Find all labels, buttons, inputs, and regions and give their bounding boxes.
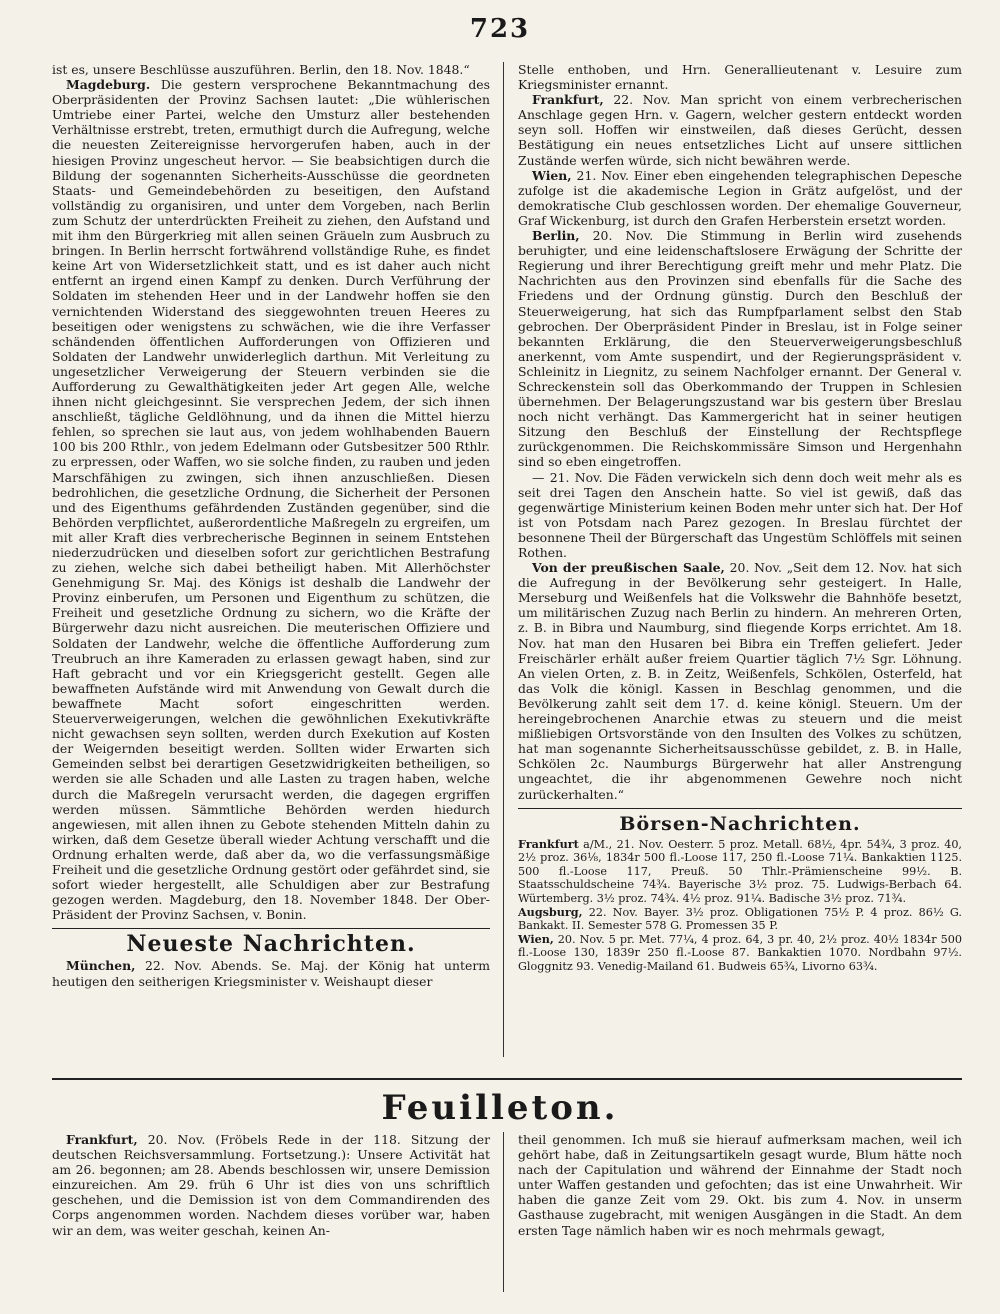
- article-berlin-21: — 21. Nov. Die Fäden verwickeln sich denn doch weit mehr als es seit drei Tagen den Anschein hatte. So viel ist gewiß, daß das gegenwärtige Ministerium keinen Boden mehr unter sich hat. Der Hof ist von Potsdam nach Parez gezogen. In Breslau fürchtet der besonnene Theil der Bürgerschaft das Ungestüm Schlöffels mit seinen Rothen.: [518, 469, 962, 560]
- dateline-city: Berlin,: [532, 228, 580, 244]
- stock-text: 22. Nov. Bayer. 3½ proz. Obligationen 75½ P. 4 proz. 86½ G. Bankakt. II. Semester 578 G. Promessen 35 P.: [518, 905, 962, 933]
- stock-text: a/M., 21. Nov. Oesterr. 5 proz. Metall. 68½, 4pr. 54¾, 3 proz. 40, 2½ proz. 36⅛, 1834r 500 fl.-Loose 117, 250 fl.-Loose 71¼. Bankaktien 1125. 500 fl.-Loose 117, Preuß. 50 Thlr.-Prämienscheine 99½. B. Staatsschuldscheine 74¾. Bayerische 3½ proz. 75. Ludwigs-Berbach 64. Würtemberg. 3½ proz. 74¾. 4½ proz. 91¼. Badische 3½ proz. 71¾.: [518, 837, 962, 906]
- dateline-city: Wien,: [532, 167, 572, 183]
- divider: [52, 928, 490, 929]
- article-magdeburg: [52, 77, 490, 922]
- page-number: 723: [469, 14, 531, 44]
- dateline-city: Augsburg,: [518, 904, 583, 919]
- article-text: 20. Nov. Die Stimmung in Berlin wird zusehends beruhigter, und eine leidenschaftslosere Erwägung der Schritte der Regierung und ihrer Berechtigung greift mehr und mehr Platz. Die Nachrichten aus den Provinzen sind ebenfalls für die Sache des Friedens und der Ordnung günstig. Durch den Beschluß der Steuerweigerung, hat sich das Rumpfparlament selbst den Stab gebrochen. Der Oberpräsident Pinder in Breslau, ist in Folge seiner bekannten Erklärung, die den Steuerverweigerungsbeschluß anerkennt, vom Amte suspendirt, und der Regierungspräsident v. Schleinitz in Liegnitz, zu seinem Nachfolger ernannt. Der General v. Schreckenstein soll das Oberkommando der Truppen in Schlesien übernehmen. Der Belagerungszustand war bis gestern über Breslau noch nicht verhängt. Das Kammergericht hat in seiner heutigen Sitzung den Beschluß der Einstellung der Rechtspflege zurückgenommen. Die Reichskommissäre Simson und Hergenhahn sind so eben eingetroffen.: [518, 228, 962, 470]
- paragraph: Stelle enthoben, und Hrn. Generallieutenant v. Lesuire zum Kriegsminister ernannt.: [518, 62, 962, 93]
- feuilleton-paragraph: [52, 1132, 490, 1238]
- dateline-city: München,: [66, 958, 136, 974]
- feuilleton-left-column: [52, 1132, 490, 1238]
- dateline-city: Frankfurt,: [66, 1132, 138, 1147]
- article-text: 21. Nov. Einer eben eingehenden telegraphischen Depesche zufolge ist die akademische Legion in Grätz aufgelöst, und der demokratische Club geschlossen worden. Der ehemalige Gouverneur, Graf Wickenburg, ist durch den Grafen Herberstein ersetzt worden.: [518, 167, 962, 228]
- article-wien: [518, 168, 962, 228]
- right-column: [518, 62, 962, 974]
- article-berlin: [518, 228, 962, 470]
- stock-reports: [518, 838, 962, 974]
- stock-text: 20. Nov. 5 pr. Met. 77¼, 4 proz. 64, 3 pr. 40, 2½ proz. 40½ 1834r 500 fl.-Loose 130, 1839r 250 fl.-Loose 87. Bankaktien 1070. Nordbahn 97½. Gloggnitz 93. Venedig-Mailand 61. Budweis 65¾, Livorno 63¾.: [518, 932, 962, 974]
- feuilleton-right-column: [518, 1132, 962, 1238]
- feuilleton-divider: [52, 1078, 962, 1080]
- section-title-neueste-nachrichten: Neueste Nachrichten.: [126, 931, 416, 958]
- stock-report-augsburg: [518, 906, 962, 933]
- left-column: [52, 62, 490, 989]
- stock-report-wien: [518, 933, 962, 974]
- stock-report-frankfurt: [518, 838, 962, 906]
- article-muenchen: [52, 958, 490, 988]
- dateline-city: Von der preußischen Saale,: [532, 560, 725, 576]
- column-divider: [503, 1132, 504, 1292]
- feuilleton-paragraph: theil genommen. Ich muß sie hierauf aufmerksam machen, weil ich gehört habe, daß in Zeitungsartikeln gesagt wurde, Blum hätte noch nach der Capitulation und während der Einnahme der Stadt noch unter Waffen gestanden und gefochten; das ist eine Unwahrheit. Wir haben die ganze Zeit vom 29. Okt. bis zum 4. Nov. in unserm Gasthause zugebracht, mit wenigen Ausgängen in die Stadt. An dem ersten Tage nämlich haben wir es noch mehrmals gewagt,: [518, 1132, 962, 1238]
- article-saale: [518, 560, 962, 802]
- dateline-city: Frankfurt,: [532, 92, 604, 108]
- feuilleton-text: 20. Nov. (Fröbels Rede in der 118. Sitzung der deutschen Reichsversammlung. Fortsetzung.): Unsere Activität hat am 26. begonnen; am 28. Abends beschlossen wir, unsere Demission einzureichen. Am 29. früh 6 Uhr ist dies von uns schriftlich geschehen, und die Demission ist von dem Commandirenden des Corps angenommen worden. Nachdem dieses vorüber war, haben wir an dem, was weiter geschah, keinen An-: [52, 1132, 490, 1238]
- article-text: 20. Nov. „Seit dem 12. Nov. hat sich die Aufregung in der Bevölkerung sehr gesteigert. In Halle, Merseburg und Weißenfels hat die Volkswehr die Bahnhöfe besetzt, um militärischen Zuzug nach Berlin zu hindern. An mehreren Orten, z. B. in Bibra und Naumburg, sind fliegende Korps errichtet. Am 18. Nov. hat man den Husaren bei Bibra ein Treffen geliefert. Jeder Freischärler erhält außer freiem Quartier täglich 7½ Sgr. Löhnung. An vielen Orten, z. B. in Zeitz, Weißenfels, Schkölen, Osterfeld, hat das Volk die königl. Kassen in Beschlag genommen, und die Bevölkerung zahlt seit dem 17. d. keine königl. Steuern. Um der hereingebrochenen Anarchie etwas zu steuern und die meist mißliebigen Ortsvorstände von den Insulten des Volkes zu schützen, hat man sogenannte Sicherheitsausschüsse gebildet, z. B. in Halle, Schkölen 2c. Naumburgs Bürgerwehr hat aller Anstrengung ungeachtet, die ihr abgenommenen Gewehre noch nicht zurückerhalten.“: [518, 560, 962, 802]
- feuilleton-title: Feuilleton.: [381, 1088, 619, 1128]
- article-text: 22. Nov. Abends. Se. Maj. der König hat unterm heutigen den seitherigen Kriegsminister v. Weishaupt dieser: [52, 958, 490, 989]
- article-text: 22. Nov. Man spricht von einem verbrecherischen Anschlage gegen Hrn. v. Gagern, welcher gestern entdeckt worden seyn soll. Hoffen wir einstweilen, daß dieses Gerücht, dessen Bestätigung ein neues entsetzliches Licht auf unsere sittlichen Zustände werfen würde, sich nicht bewähren werde.: [518, 92, 962, 168]
- dateline-city: Frankfurt: [518, 836, 579, 851]
- section-title-boersen-nachrichten: Börsen-Nachrichten.: [619, 812, 861, 835]
- article-frankfurt: [518, 92, 962, 167]
- column-divider: [503, 62, 504, 1057]
- paragraph: ist es, unsere Beschlüsse auszuführen. Berlin, den 18. Nov. 1848.“: [52, 62, 470, 77]
- article-text: Die gestern versprochene Bekanntmachung des Oberpräsidenten der Provinz Sachsen lautet: „Die wühlerischen Umtriebe einer Partei, welche den Umsturz aller bestehenden Verhältnisse erstrebt, treten, ermuthigt durch die Aufregung, welche die neuesten Zeitereignisse hervorgerufen haben, auch in der hiesigen Provinz ungescheut hervor. — Sie beabsichtigen durch die Bildung der sogenannten Sicherheits-Ausschüsse die geordneten Staats- und Gemeindebehörden zu beseitigen, den Aufstand vollständig zu organisiren, und unter dem Vorgeben, nach Berlin zum Schutz der unterdrückten Freiheit zu ziehen, den Aufstand und mit ihm den Bürgerkrieg mit allen seinen Gräueln zum Ausbruch zu bringen. In Berlin herrscht fortwährend vollständige Ruhe, es findet keine Art von Widersetzlichkeit statt, und es ist daher auch nicht entfernt an irgend einen Kampf zu denken. Durch Verführung der Soldaten im stehenden Heer und in der Landwehr hoffen sie den vernichtenden Widerstand des sieggewohnten treuen Heeres zu beseitigen oder wenigstens zu schwächen, wie die ihre Verfasser schändenden öffentlichen Aufforderungen von Offizieren und Soldaten der Landwehr unwiderleglich darthun. Mit Verleitung zu ungesetzlicher Verweigerung der Steuern verbinden sie die Aufforderung zu Gewalthätigkeiten jeder Art gegen Alle, welche ihnen nicht gleichgesinnt. Sie versprechen Jedem, der sich ihnen anschließt, tägliche Geldlöhnung, und da ihnen die Mittel hierzu fehlen, so sprechen sie laut aus, von jedem wohlhabenden Bauern 100 bis 200 Rthlr., von jedem Edelmann oder Gutsbesitzer 500 Rthlr. zu erpressen, oder Waffen, wo sie solche finden, zu rauben und jeden Marschfähigen zu zwingen, sich ihnen anzuschließen. Diesen bedrohlichen, die gesetzliche Ordnung, die Sicherheit der Personen und des Eigenthums gefährdenden Zuständen gegenüber, sind die Behörden verpflichtet, außerordentliche Maßregeln zu ergreifen, um mit aller Kraft dies verbrecherische Beginnen in seinem Entstehen niederzudrücken und dieselben sofort zur gerichtlichen Bestrafung zu ziehen, welche sich dabei betheiligt haben. Mit Allerhöchster Genehmigung Sr. Maj. des Königs ist deshalb die Landwehr der Provinz einberufen, um Personen und Eigenthum zu schützen, die Freiheit und gesetzliche Ordnung zu sichern, wo die Kräfte der Bürgerwehr dazu nicht ausreichen. Die meuterischen Offiziere und Soldaten der Landwehr, welche die öffentliche Aufforderung zum Treubruch an ihre Kameraden zu erlassen gewagt haben, sind zur Haft gebracht und vor ein Kriegsgericht gestellt. Gegen alle bewaffneten Aufstände wird mit Anwendung von Gewalt durch die bewaffnete Macht sofort eingeschritten werden. Steuerverweigerungen, welchen die gewöhnlichen Exekutivkräfte nicht gewachsen seyn sollten, werden durch Exekution auf Kosten der Weigernden beseitigt werden. Sollten wider Erwarten sich Gemeinden selbst bei derartigen Gesetzwidrigkeiten betheiligen, so werden sie alle Schaden und alle Lasten zu tragen haben, welche durch die Maßregeln verursacht werden, die dagegen ergriffen werden müssen. Sämmtliche Behörden werden hiedurch angewiesen, mit allen ihnen zu Gebote stehenden Mitteln dahin zu wirken, daß dem Gesetze überall wieder Achtung verschafft und die Ordnung erhalten werde, daß aber da, wo die verfassungsmäßige Freiheit und die gesetzliche Ordnung gestört oder gefährdet sind, sie sofort wieder hergestellt, alle Schuldigen aber zur Bestrafung gezogen werden. Magdeburg, den 18. November 1848. Der Ober-Präsident der Provinz Sachsen, v. Bonin.: [52, 77, 490, 923]
- divider: [518, 808, 962, 809]
- dateline-city: Wien,: [518, 931, 554, 946]
- dateline-city: Magdeburg.: [66, 77, 151, 93]
